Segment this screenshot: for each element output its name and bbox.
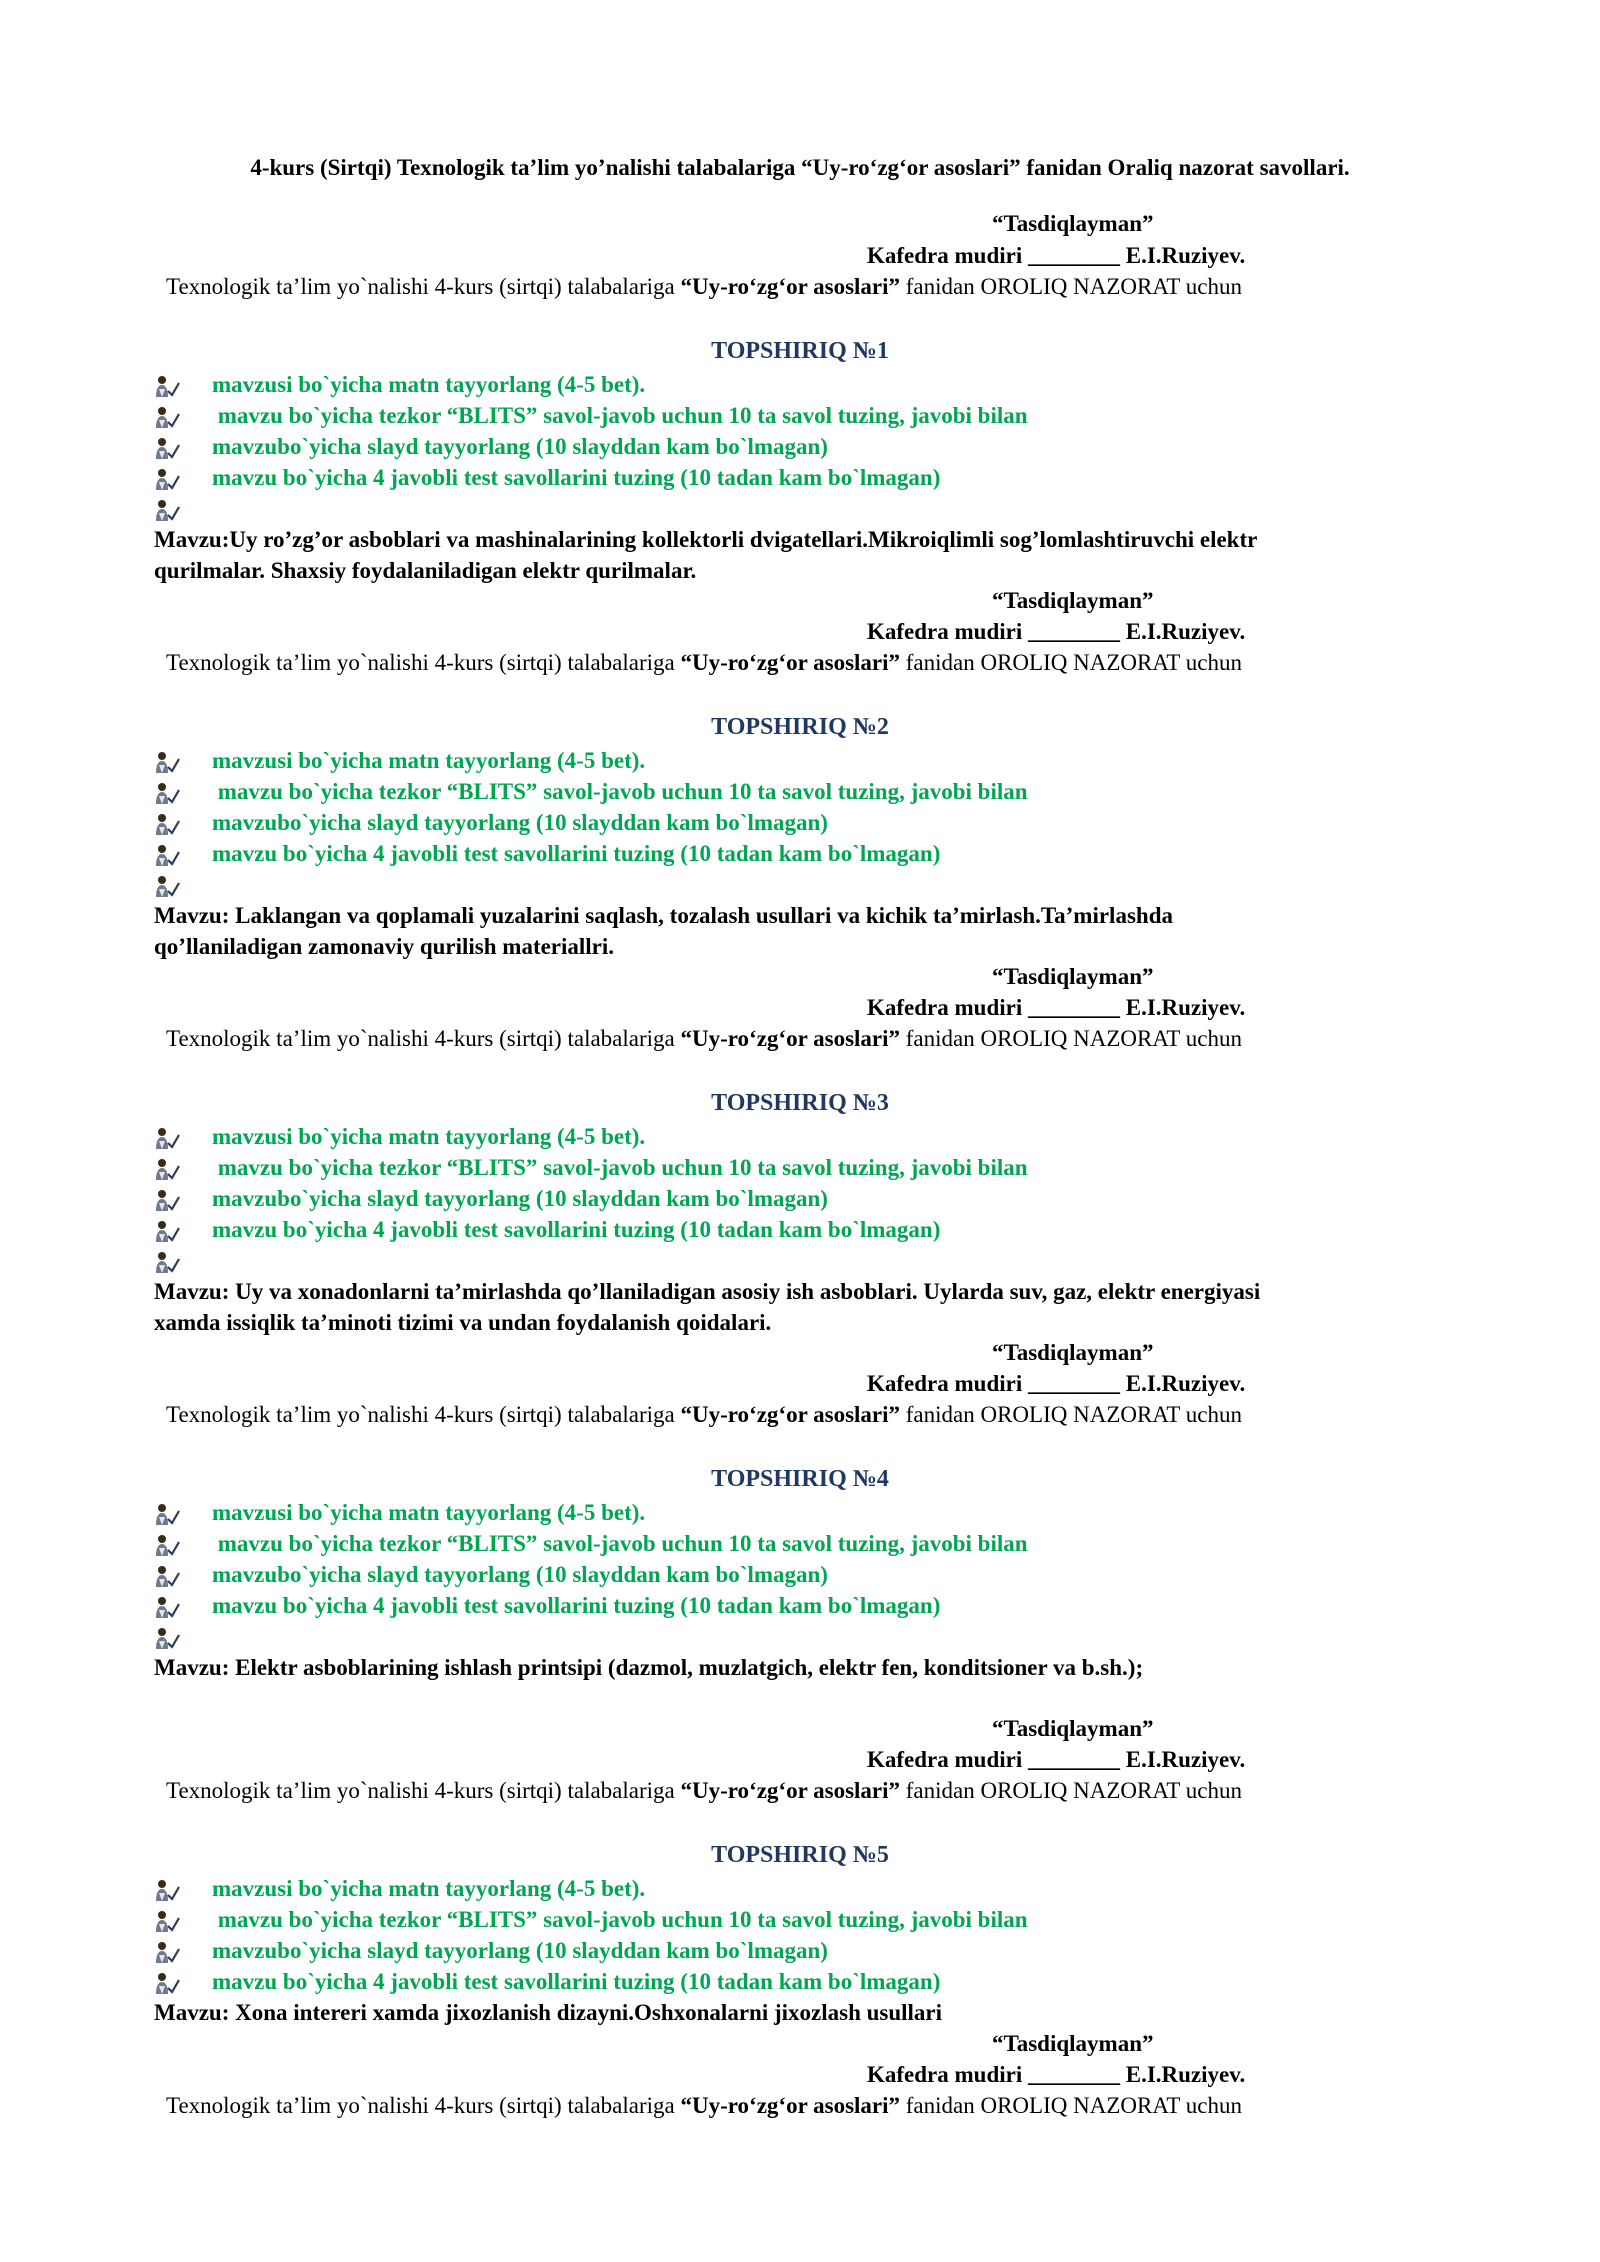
subject-line-course: “Uy-ro‘zg‘or asoslari” <box>680 1402 901 1427</box>
task-topic-line: Mavzu: Laklangan va qoplamali yuzalarini saqlash, tozalash usullari va kichik ta’mirlash.Ta’mirlashda <box>154 903 1173 928</box>
task-item-text: mavzu bo`yicha tezkor “BLITS” savol-javob uchun 10 ta savol tuzing, javobi bilan <box>212 779 1028 804</box>
task-item-text: mavzusi bo`yicha matn tayyorlang (4-5 bet). <box>212 372 646 397</box>
task-item-text: mavzu bo`yicha 4 javobli test savollarini tuzing (10 tadan kam bo`lmagan) <box>212 465 941 490</box>
task-item <box>154 745 645 776</box>
person-checkmark-icon <box>154 875 212 899</box>
task-item <box>154 1528 1028 1559</box>
task-item <box>154 1121 645 1152</box>
task-item-text: mavzubo`yicha slayd tayyorlang (10 slayddan kam bo`lmagan) <box>212 810 828 835</box>
person-checkmark-icon <box>154 1534 212 1558</box>
task-topic-line: qurilmalar. Shaxsiy foydalaniladigan elektr qurilmalar. <box>154 558 697 583</box>
person-checkmark-icon <box>154 844 212 868</box>
document-header: 4-kurs (Sirtqi) Texnologik ta’lim yo’nalishi talabalariga “Uy-ro‘zg‘or asoslari” fanidan Oraliq nazorat savollari. <box>250 155 1350 180</box>
subject-line-5 <box>166 1775 1242 1806</box>
person-checkmark-icon <box>154 782 212 806</box>
approval-kafedra-1: Kafedra mudiri ________ E.I.Ruziyev. <box>867 243 1246 268</box>
approval-kafedra-3: Kafedra mudiri ________ E.I.Ruziyev. <box>867 995 1246 1020</box>
task-title-1: TOPSHIRIQ №1 <box>711 338 889 364</box>
task-item <box>154 1590 940 1621</box>
task-item <box>154 1621 212 1652</box>
approval-kafedra-2: Kafedra mudiri ________ E.I.Ruziyev. <box>867 619 1246 644</box>
subject-line-course: “Uy-ro‘zg‘or asoslari” <box>680 2093 901 2118</box>
subject-line-tail: fanidan OROLIQ NAZORAT uchun <box>900 274 1242 299</box>
task-item-text: mavzu bo`yicha 4 javobli test savollarini tuzing (10 tadan kam bo`lmagan) <box>212 1969 941 1994</box>
task-topic-line: Mavzu: Uy va xonadonlarni ta’mirlashda qo’llaniladigan asosiy ish asboblari. Uylarda suv, gaz, elektr energiyasi <box>154 1279 1261 1304</box>
task-item-text: mavzu bo`yicha tezkor “BLITS” savol-javob uchun 10 ta savol tuzing, javobi bilan <box>212 1907 1028 1932</box>
task-item <box>154 776 1028 807</box>
subject-line-6 <box>166 2090 1242 2121</box>
task-item-text: mavzusi bo`yicha matn tayyorlang (4-5 bet). <box>212 1876 646 1901</box>
approval-tasdiq-2: “Tasdiqlayman” <box>992 588 1154 613</box>
task-item-text: mavzubo`yicha slayd tayyorlang (10 slayddan kam bo`lmagan) <box>212 1562 828 1587</box>
task-item <box>154 462 940 493</box>
person-checkmark-icon <box>154 406 212 430</box>
task-title-4: TOPSHIRIQ №4 <box>711 1466 889 1492</box>
task-item <box>154 1497 645 1528</box>
person-checkmark-icon <box>154 1627 212 1651</box>
subject-line-3 <box>166 1023 1242 1054</box>
task-item <box>154 838 940 869</box>
subject-line-text: Texnologik ta’lim yo`nalishi 4-kurs (sirtqi) talabalariga <box>166 1778 681 1803</box>
task-item-text: mavzusi bo`yicha matn tayyorlang (4-5 bet). <box>212 748 646 773</box>
task-item-text: mavzu bo`yicha 4 javobli test savollarini tuzing (10 tadan kam bo`lmagan) <box>212 1593 941 1618</box>
task-topic-line: Mavzu: Xona intereri xamda jixozlanish dizayni.Oshxonalarni jixozlash usullari <box>154 2000 943 2025</box>
task-item-text: mavzu bo`yicha 4 javobli test savollarini tuzing (10 tadan kam bo`lmagan) <box>212 1217 941 1242</box>
person-checkmark-icon <box>154 1158 212 1182</box>
subject-line-tail: fanidan OROLIQ NAZORAT uchun <box>900 650 1242 675</box>
task-title-2: TOPSHIRIQ №2 <box>711 714 889 740</box>
person-checkmark-icon <box>154 375 212 399</box>
approval-tasdiq-4: “Tasdiqlayman” <box>992 1340 1154 1365</box>
task-item-text: mavzubo`yicha slayd tayyorlang (10 slayddan kam bo`lmagan) <box>212 1938 828 1963</box>
task-item <box>154 400 1028 431</box>
person-checkmark-icon <box>154 1251 212 1275</box>
approval-tasdiq-1: “Tasdiqlayman” <box>992 211 1154 236</box>
person-checkmark-icon <box>154 499 212 523</box>
task-item <box>154 493 212 524</box>
task-item-text: mavzusi bo`yicha matn tayyorlang (4-5 bet). <box>212 1124 646 1149</box>
task-item <box>154 1904 1028 1935</box>
person-checkmark-icon <box>154 1910 212 1934</box>
person-checkmark-icon <box>154 813 212 837</box>
subject-line-text: Texnologik ta’lim yo`nalishi 4-kurs (sirtqi) talabalariga <box>166 650 681 675</box>
task-item <box>154 807 828 838</box>
task-item-text: mavzu bo`yicha 4 javobli test savollarini tuzing (10 tadan kam bo`lmagan) <box>212 841 941 866</box>
person-checkmark-icon <box>154 1941 212 1965</box>
task-item <box>154 1214 940 1245</box>
person-checkmark-icon <box>154 1220 212 1244</box>
person-checkmark-icon <box>154 1565 212 1589</box>
person-checkmark-icon <box>154 1503 212 1527</box>
subject-line-tail: fanidan OROLIQ NAZORAT uchun <box>900 1026 1242 1051</box>
subject-line-tail: fanidan OROLIQ NAZORAT uchun <box>900 2093 1242 2118</box>
task-item <box>154 1935 828 1966</box>
subject-line-text: Texnologik ta’lim yo`nalishi 4-kurs (sirtqi) talabalariga <box>166 2093 681 2118</box>
task-item <box>154 1152 1028 1183</box>
person-checkmark-icon <box>154 1596 212 1620</box>
task-item <box>154 869 212 900</box>
task-item <box>154 1183 828 1214</box>
person-checkmark-icon <box>154 468 212 492</box>
task-topic-line: qo’llaniladigan zamonaviy qurilish materiallri. <box>154 934 615 959</box>
subject-line-text: Texnologik ta’lim yo`nalishi 4-kurs (sirtqi) talabalariga <box>166 1026 681 1051</box>
person-checkmark-icon <box>154 1189 212 1213</box>
person-checkmark-icon <box>154 751 212 775</box>
task-item <box>154 1966 940 1997</box>
approval-kafedra-4: Kafedra mudiri ________ E.I.Ruziyev. <box>867 1371 1246 1396</box>
person-checkmark-icon <box>154 1879 212 1903</box>
subject-line-course: “Uy-ro‘zg‘or asoslari” <box>680 1026 901 1051</box>
subject-line-course: “Uy-ro‘zg‘or asoslari” <box>680 1778 901 1803</box>
person-checkmark-icon <box>154 1972 212 1996</box>
subject-line-4 <box>166 1399 1242 1430</box>
approval-kafedra-5: Kafedra mudiri ________ E.I.Ruziyev. <box>867 1747 1246 1772</box>
approval-tasdiq-6: “Tasdiqlayman” <box>992 2031 1154 2056</box>
subject-line-course: “Uy-ro‘zg‘or asoslari” <box>680 650 901 675</box>
task-item <box>154 1245 212 1276</box>
task-item-text: mavzubo`yicha slayd tayyorlang (10 slayddan kam bo`lmagan) <box>212 434 828 459</box>
subject-line-course: “Uy-ro‘zg‘or asoslari” <box>680 274 901 299</box>
task-item <box>154 431 828 462</box>
task-item <box>154 1559 828 1590</box>
task-item-text: mavzu bo`yicha tezkor “BLITS” savol-javob uchun 10 ta savol tuzing, javobi bilan <box>212 1531 1028 1556</box>
task-item-text: mavzu bo`yicha tezkor “BLITS” savol-javob uchun 10 ta savol tuzing, javobi bilan <box>212 1155 1028 1180</box>
task-item <box>154 1873 645 1904</box>
subject-line-2 <box>166 647 1242 678</box>
person-checkmark-icon <box>154 437 212 461</box>
task-topic-line: Mavzu:Uy ro’zg’or asboblari va mashinalarining kollektorli dvigatellari.Mikroiqlimli sog’lomlashtiruvchi elektr <box>154 527 1258 552</box>
subject-line-text: Texnologik ta’lim yo`nalishi 4-kurs (sirtqi) talabalariga <box>166 1402 681 1427</box>
subject-line-tail: fanidan OROLIQ NAZORAT uchun <box>900 1402 1242 1427</box>
task-item-text: mavzubo`yicha slayd tayyorlang (10 slayddan kam bo`lmagan) <box>212 1186 828 1211</box>
subject-line-1 <box>166 271 1242 302</box>
subject-line-text: Texnologik ta’lim yo`nalishi 4-kurs (sirtqi) talabalariga <box>166 274 681 299</box>
approval-tasdiq-3: “Tasdiqlayman” <box>992 964 1154 989</box>
task-item-text: mavzusi bo`yicha matn tayyorlang (4-5 bet). <box>212 1500 646 1525</box>
task-topic-line: xamda issiqlik ta’minoti tizimi va undan foydalanish qoidalari. <box>154 1310 772 1335</box>
approval-kafedra-6: Kafedra mudiri ________ E.I.Ruziyev. <box>867 2062 1246 2087</box>
task-item <box>154 369 645 400</box>
task-title-3: TOPSHIRIQ №3 <box>711 1090 889 1116</box>
task-title-5: TOPSHIRIQ №5 <box>711 1842 889 1868</box>
subject-line-tail: fanidan OROLIQ NAZORAT uchun <box>900 1778 1242 1803</box>
task-topic-line: Mavzu: Elektr asboblarining ishlash printsipi (dazmol, muzlatgich, elektr fen, konditsioner va b.sh.); <box>154 1655 1144 1680</box>
task-item-text: mavzu bo`yicha tezkor “BLITS” savol-javob uchun 10 ta savol tuzing, javobi bilan <box>212 403 1028 428</box>
person-checkmark-icon <box>154 1127 212 1151</box>
approval-tasdiq-5: “Tasdiqlayman” <box>992 1716 1154 1741</box>
